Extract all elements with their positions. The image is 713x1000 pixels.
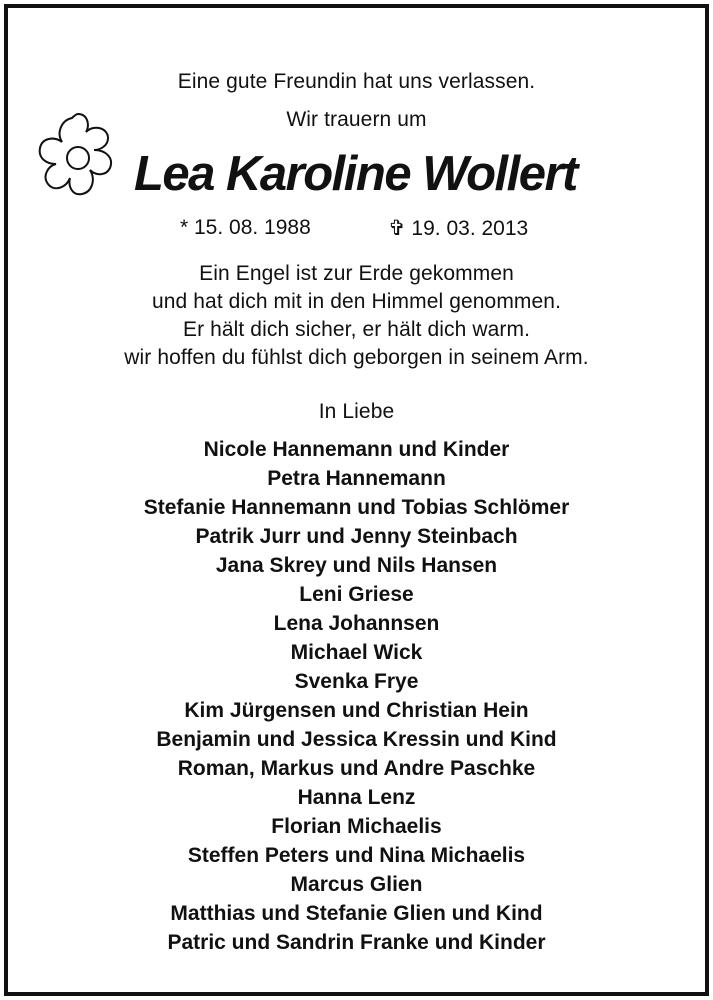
poem-line: und hat dich mit in den Himmel genommen. [151,290,562,313]
mourner-name: Svenka Frye [294,670,419,693]
mourning-line: Wir trauern um [286,108,427,131]
birth-date: * 15. 08. 1988 [180,216,311,239]
flower-icon [22,100,134,212]
poem-line: Er hält dich sicher, er hält dich warm. [182,318,531,341]
poem-line: Ein Engel ist zur Erde gekommen [199,262,514,285]
mourner-name: Marcus Glien [290,873,423,896]
mourner-name: Patrik Jurr und Jenny Steinbach [195,525,518,548]
poem-line: wir hoffen du fühlst dich geborgen in seinem Arm. [124,346,589,369]
mourner-name: Michael Wick [290,641,423,664]
mourner-name: Benjamin und Jessica Kressin und Kind [156,728,557,751]
intro-line: Eine gute Freundin hat uns verlassen. [177,70,536,93]
mourner-name: Kim Jürgensen und Christian Hein [184,699,529,722]
mourner-name: Nicole Hannemann und Kinder [203,438,510,461]
mourner-name: Florian Michaelis [271,815,442,838]
mourner-name: Roman, Markus und Andre Paschke [177,757,536,780]
mourner-name: Steffen Peters und Nina Michaelis [187,844,526,867]
mourner-name: Hanna Lenz [297,786,416,809]
closing-line: In Liebe [318,400,395,423]
deceased-name: Lea Karoline Wollert [134,147,577,201]
obituary-notice [4,4,709,996]
mourner-name: Petra Hannemann [267,467,446,490]
mourner-name: Lena Johannsen [273,612,440,635]
mourner-name: Patric und Sandrin Franke und Kinder [167,931,546,954]
death-date: ✞ 19. 03. 2013 [388,217,529,240]
mourner-name: Jana Skrey und Nils Hansen [215,554,498,577]
mourner-name: Stefanie Hannemann und Tobias Schlömer [143,496,570,519]
mourner-name: Matthias und Stefanie Glien und Kind [170,902,543,925]
mourner-name: Leni Griese [299,583,414,606]
